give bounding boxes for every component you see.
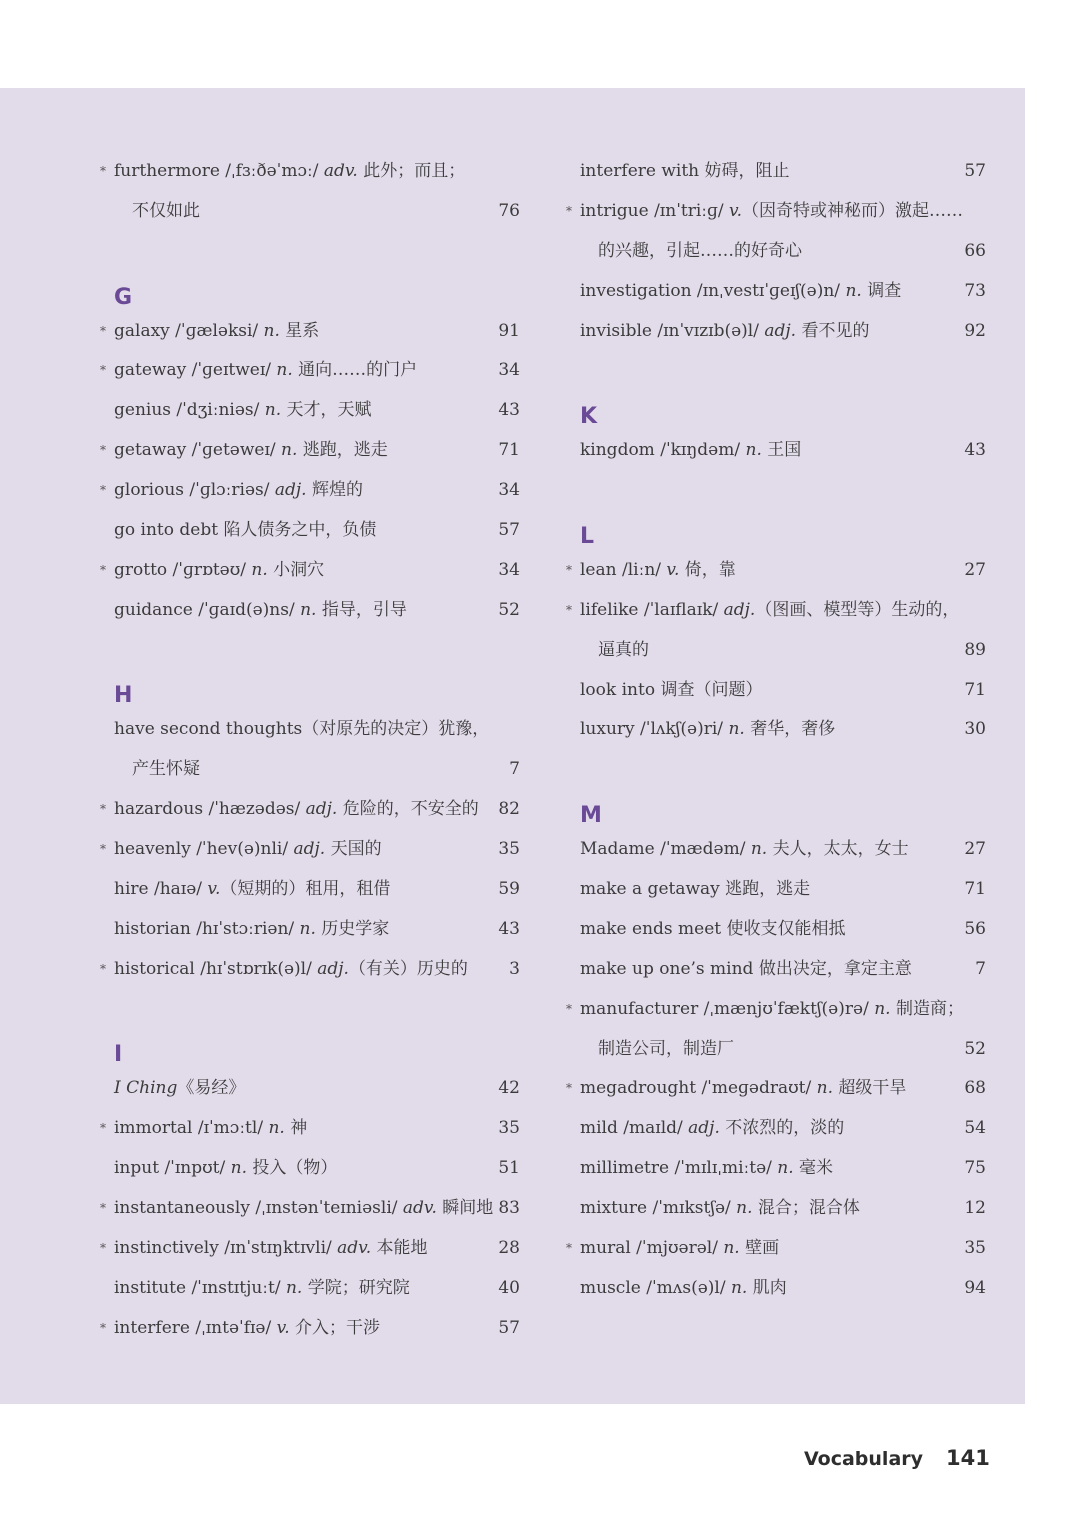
- entry-part-italic: n.: [736, 1198, 753, 1219]
- entry-part: make ends meet 使收支仅能相抵: [580, 918, 846, 939]
- vocab-entry: [100, 351, 520, 391]
- entry-text: [114, 710, 489, 750]
- section-spacer: [566, 750, 986, 790]
- page-ref: 3: [509, 958, 520, 979]
- vocab-entry: [566, 830, 986, 870]
- page-ref: 43: [498, 918, 520, 939]
- entry-part: 通向……的门户: [292, 360, 418, 381]
- page-ref: 43: [964, 440, 986, 461]
- vocab-entry: [566, 1109, 986, 1149]
- entry-part-italic: I Ching: [114, 1078, 178, 1099]
- vocab-entry: [566, 1149, 986, 1189]
- entry-text: [598, 631, 649, 671]
- entry-text: [598, 232, 802, 272]
- entry-part-italic: adj.: [293, 839, 326, 860]
- section-spacer: [100, 232, 520, 272]
- star-marker: *: [100, 323, 106, 338]
- entry-part: 投入（物）: [247, 1158, 338, 1179]
- entry-part: invisible /ɪnˈvɪzɪb(ə)l/: [580, 320, 765, 341]
- vocab-entry: [100, 910, 520, 950]
- entry-part-italic: n.: [281, 440, 298, 461]
- entry-part: lean /liːn/: [580, 559, 667, 580]
- vocab-entry: [100, 1229, 520, 1269]
- entry-text: [580, 1069, 906, 1109]
- entry-part: hire /haɪə/: [114, 879, 208, 900]
- star-marker: *: [100, 842, 106, 857]
- star-marker: *: [100, 1241, 106, 1256]
- entry-part-italic: v.: [729, 200, 742, 221]
- page-ref: 7: [509, 759, 520, 780]
- vocab-entry: [566, 710, 986, 750]
- entry-part-italic: n.: [750, 839, 768, 860]
- entry-part-italic: adj.: [723, 599, 756, 620]
- entry-part: 奢华，奢侈: [744, 719, 836, 740]
- entry-text: [580, 990, 964, 1030]
- page-ref: 35: [964, 1238, 986, 1259]
- entry-part: historical /hɪˈstɒrɪk(ə)l/: [114, 958, 318, 979]
- page-ref: 40: [498, 1277, 520, 1298]
- page-ref: 92: [964, 320, 986, 341]
- entry-part: galaxy /ˈɡæləksi/: [114, 320, 264, 341]
- entry-part-italic: v.: [666, 559, 680, 580]
- vocab-entry: [100, 551, 520, 591]
- entry-continuation: [566, 631, 986, 671]
- page-ref: 71: [498, 440, 520, 461]
- star-marker: *: [100, 1320, 106, 1335]
- entry-part: 毫米: [793, 1158, 834, 1179]
- vocab-entry: [566, 1069, 986, 1109]
- vocab-entry: [566, 551, 986, 591]
- entry-part-italic: n.: [745, 440, 762, 461]
- entry-text: [580, 950, 912, 990]
- entry-text: [114, 830, 382, 870]
- star-marker: *: [566, 562, 572, 577]
- vocab-entry: [566, 431, 986, 471]
- entry-part: 夫人，太太，女士: [767, 839, 909, 860]
- entry-part: have second thoughts（对原先的决定）犹豫，: [114, 719, 490, 740]
- entry-text: [580, 152, 790, 192]
- vocab-entry: [100, 870, 520, 910]
- entry-part: 逼真的: [598, 639, 649, 660]
- vocab-entry: [566, 910, 986, 950]
- entry-part: 制造公司，制造厂: [598, 1038, 734, 1059]
- entry-part-italic: n.: [230, 1158, 247, 1179]
- star-marker: *: [566, 203, 572, 218]
- vocab-entry: [100, 391, 520, 431]
- entry-part: 调查: [861, 280, 902, 301]
- entry-text: [114, 391, 372, 431]
- entry-part: 星系: [279, 320, 320, 341]
- entry-part: gateway /ˈɡeɪtweɪ/: [114, 360, 277, 381]
- entry-part: Madame /ˈmædəm/: [580, 839, 751, 860]
- entry-part: go into debt 陷人债务之中，负债: [114, 520, 377, 541]
- entry-part-italic: adv.: [337, 1238, 372, 1259]
- page-ref: 34: [498, 480, 520, 501]
- entry-part-italic: adj.: [305, 799, 338, 820]
- page-ref: 76: [498, 200, 520, 221]
- entry-text: [114, 910, 389, 950]
- star-marker: *: [566, 1081, 572, 1096]
- page-ref: 34: [498, 559, 520, 580]
- page-ref: 66: [964, 240, 986, 261]
- star-marker: *: [100, 164, 106, 178]
- entry-part: 不浓烈的，淡的: [719, 1118, 845, 1139]
- page-ref: 83: [498, 1198, 520, 1219]
- entry-part: 王国: [761, 440, 802, 461]
- entry-part-italic: n.: [777, 1158, 794, 1179]
- star-marker: *: [100, 802, 106, 817]
- vocab-entry: [100, 710, 520, 750]
- page-ref: 91: [498, 320, 520, 341]
- entry-part: 指导，引导: [316, 599, 407, 620]
- star-marker: *: [100, 562, 106, 577]
- section-letter-text: M: [580, 803, 602, 829]
- vocab-entry: [100, 1269, 520, 1309]
- page-ref: 73: [964, 280, 986, 301]
- section-letter: [566, 511, 986, 551]
- entry-part: muscle /ˈmʌs(ə)l/: [580, 1277, 731, 1298]
- entry-part: 危险的，不安全的: [337, 799, 479, 820]
- entry-part: 辉煌的: [306, 480, 363, 501]
- entry-text: [114, 1189, 493, 1229]
- vocab-entry: [100, 1189, 520, 1229]
- page-ref: 59: [498, 879, 520, 900]
- entry-part-italic: adj.: [317, 958, 349, 979]
- entry-part: genius /ˈdʒiːniəs/: [114, 400, 265, 421]
- section-letter-text: G: [114, 284, 133, 310]
- page-ref: 68: [964, 1078, 986, 1099]
- vocab-entry: [566, 312, 986, 352]
- entry-part: 肌肉: [747, 1277, 787, 1298]
- vocab-entry: [100, 431, 520, 471]
- entry-part: grotto /ˈɡrɒtəʊ/: [114, 559, 252, 580]
- entry-part: input /ˈɪnpʊt/: [114, 1158, 231, 1179]
- entry-text: [580, 272, 901, 312]
- entry-continuation: [566, 1030, 986, 1070]
- page-ref: 7: [975, 958, 986, 979]
- entry-part: mural /ˈmjʊərəl/: [580, 1238, 724, 1259]
- vocab-entry: [100, 1069, 520, 1109]
- vocab-entry: [100, 1149, 520, 1189]
- section-letter: [566, 790, 986, 830]
- entry-part-italic: n.: [251, 559, 268, 580]
- entry-part: 神: [284, 1118, 308, 1139]
- entry-part: investigation /ɪnˌvestɪˈɡeɪʃ(ə)n/: [580, 280, 846, 301]
- entry-part: glorious /ˈɡlɔːriəs/: [114, 480, 275, 501]
- page-ref: 51: [498, 1158, 520, 1179]
- vocab-entry: [566, 272, 986, 312]
- entry-continuation: [100, 192, 520, 232]
- page-ref: 57: [498, 1317, 520, 1338]
- entry-text: [114, 1109, 307, 1149]
- vocab-entry: [566, 870, 986, 910]
- vocab-entry: [100, 471, 520, 511]
- star-marker: *: [100, 1121, 106, 1136]
- entry-part: instinctively /ɪnˈstɪŋktɪvli/: [114, 1238, 338, 1259]
- entry-part: 看不见的: [796, 320, 870, 341]
- entry-part-italic: n.: [730, 1277, 748, 1298]
- entry-part: luxury /ˈlʌkʃ(ə)ri/: [580, 719, 729, 740]
- entry-part: 天国的: [325, 839, 382, 860]
- page-ref: 75: [964, 1158, 986, 1179]
- entry-part-italic: adj.: [688, 1118, 720, 1139]
- entry-part: 混合；混合体: [752, 1198, 860, 1219]
- page-ref: 43: [498, 400, 520, 421]
- entry-part: 产生怀疑: [132, 759, 200, 780]
- section-letter-text: K: [580, 404, 598, 430]
- entry-text: [114, 591, 407, 631]
- entry-text: [580, 1229, 779, 1269]
- vocab-entry: [100, 152, 520, 192]
- entry-part-italic: n.: [728, 719, 745, 740]
- entry-text: [114, 312, 319, 352]
- entry-part-italic: adv.: [402, 1198, 437, 1219]
- entry-part-italic: v.: [276, 1317, 290, 1338]
- page-ref: 71: [964, 879, 986, 900]
- entry-text: [580, 710, 835, 750]
- entry-part: 介入；干涉: [289, 1317, 381, 1338]
- page-ref: 28: [498, 1238, 520, 1259]
- vocab-entry: [100, 511, 520, 551]
- entry-part: interfere with 妨碍，阻止: [580, 161, 790, 181]
- vocab-entry: [566, 192, 986, 232]
- entry-part: make a getaway 逃跑，逃走: [580, 879, 811, 900]
- vocab-entry: [566, 950, 986, 990]
- page-ref: 71: [964, 679, 986, 700]
- entry-part-italic: n.: [300, 599, 317, 620]
- section-letter: [100, 671, 520, 711]
- page-ref: 89: [964, 639, 986, 660]
- section-spacer: [566, 471, 986, 511]
- section-letter: [100, 272, 520, 312]
- entry-text: [580, 192, 963, 232]
- entry-text: [114, 1149, 337, 1189]
- entry-part: interfere /ˌɪntəˈfɪə/: [114, 1317, 277, 1338]
- entry-part-italic: adv.: [323, 161, 358, 181]
- entry-part-italic: n.: [264, 400, 282, 421]
- entry-part-italic: n.: [268, 1118, 285, 1139]
- entry-part: 逃跑，逃走: [297, 440, 388, 461]
- entry-text: [580, 1149, 833, 1189]
- entry-part: （短期的）租用，租借: [220, 879, 391, 900]
- entry-continuation: [566, 232, 986, 272]
- entry-part-italic: n.: [723, 1238, 740, 1259]
- entry-part: immortal /ɪˈmɔːtl/: [114, 1118, 269, 1139]
- entry-part: megadrought /ˈmeɡədraʊt/: [580, 1078, 817, 1099]
- entry-part: furthermore /ˌfɜːðəˈmɔː/: [114, 161, 324, 181]
- vocab-entry: [566, 591, 986, 631]
- entry-part: 《易经》: [177, 1078, 246, 1099]
- vocab-entry: [566, 1229, 986, 1269]
- entry-part: （图画、模型等）生动的，: [755, 599, 960, 620]
- page-ref: 27: [964, 559, 986, 580]
- section-letter: [566, 391, 986, 431]
- entry-part-italic: adj.: [764, 320, 797, 341]
- entry-part: hazardous /ˈhæzədəs/: [114, 799, 306, 820]
- entry-part: 倚，靠: [679, 559, 736, 580]
- page-ref: 27: [964, 839, 986, 860]
- entry-part: 本能地: [371, 1238, 428, 1259]
- vocab-entry: [100, 830, 520, 870]
- page-ref: 57: [964, 161, 986, 181]
- entry-text: [114, 511, 376, 551]
- vocab-entry: [566, 1189, 986, 1229]
- vocabulary-column-right: [566, 152, 986, 1309]
- star-marker: *: [566, 1001, 572, 1016]
- entry-text: [580, 870, 810, 910]
- section-letter-text: I: [114, 1042, 123, 1068]
- section-letter-text: L: [580, 523, 595, 549]
- page-ref: 57: [498, 520, 520, 541]
- entry-part: （有关）历史的: [348, 958, 468, 979]
- entry-text: [114, 1269, 410, 1309]
- entry-part-italic: n.: [845, 280, 862, 301]
- entry-part: 小洞穴: [267, 559, 325, 580]
- entry-text: [580, 830, 909, 870]
- entry-text: [114, 1069, 245, 1109]
- entry-part: instantaneously /ˌɪnstənˈteɪniəsli/: [114, 1198, 403, 1219]
- entry-text: [580, 312, 869, 352]
- page-ref: 82: [498, 799, 520, 820]
- page-ref: 30: [964, 719, 986, 740]
- entry-text: [580, 551, 736, 591]
- section-spacer: [100, 631, 520, 671]
- entry-text: [580, 431, 801, 471]
- entry-part: lifelike /ˈlaɪflaɪk/: [580, 599, 724, 620]
- star-marker: *: [100, 363, 106, 378]
- entry-text: [114, 551, 324, 591]
- entry-part-italic: adj.: [274, 480, 307, 501]
- entry-part: kingdom /ˈkɪŋdəm/: [580, 440, 746, 461]
- page-ref: 42: [498, 1078, 520, 1099]
- entry-text: [580, 591, 959, 631]
- page-ref: 54: [964, 1118, 986, 1139]
- entry-text: [580, 1269, 787, 1309]
- vocab-entry: [100, 790, 520, 830]
- entry-part: （因奇特或神秘而）激起……: [742, 200, 963, 221]
- entry-part: intrigue /ɪnˈtriːɡ/: [580, 200, 729, 221]
- vocab-entry: [100, 312, 520, 352]
- entry-part: guidance /ˈɡaɪd(ə)ns/: [114, 599, 301, 620]
- entry-text: [114, 431, 388, 471]
- page-ref: 35: [498, 839, 520, 860]
- page-ref: 34: [498, 360, 520, 381]
- entry-text: [598, 1030, 734, 1070]
- entry-part: make up one’s mind 做出决定，拿定主意: [580, 958, 912, 979]
- section-spacer: [100, 990, 520, 1030]
- star-marker: *: [100, 961, 106, 976]
- star-marker: *: [566, 1241, 572, 1256]
- entry-part-italic: n.: [263, 320, 280, 341]
- vocab-entry: [100, 950, 520, 990]
- entry-part-italic: n.: [816, 1078, 833, 1099]
- star-marker: *: [100, 443, 106, 458]
- star-marker: *: [566, 602, 572, 617]
- vocab-entry: [566, 990, 986, 1030]
- entry-part: getaway /ˈɡetəweɪ/: [114, 440, 282, 461]
- section-spacer: [566, 351, 986, 391]
- entry-text: [114, 152, 465, 192]
- entry-text: [132, 192, 200, 232]
- entry-text: [580, 1189, 860, 1229]
- footer-section-label: Vocabulary: [804, 1448, 924, 1470]
- entry-text: [114, 351, 417, 391]
- entry-text: [580, 910, 846, 950]
- star-marker: *: [100, 1201, 106, 1216]
- entry-part: 超级干旱: [833, 1078, 907, 1099]
- footer-page-number: 141: [946, 1446, 990, 1470]
- entry-part: 瞬间地: [436, 1198, 494, 1219]
- vocab-entry: [100, 1109, 520, 1149]
- vocab-entry: [100, 1309, 520, 1349]
- entry-part: 天才，天赋: [281, 400, 372, 421]
- entry-part: manufacturer /ˌmænjʊˈfæktʃ(ə)rə/: [580, 998, 875, 1019]
- entry-part-italic: n.: [276, 360, 293, 381]
- entry-part: 此外；而且；: [357, 161, 466, 181]
- entry-part-italic: n.: [285, 1277, 303, 1298]
- entry-text: [114, 1229, 428, 1269]
- entry-part: mixture /ˈmɪkstʃə/: [580, 1198, 737, 1219]
- entry-text: [132, 750, 200, 790]
- vocab-entry: [566, 152, 986, 192]
- page-ref: 35: [498, 1118, 520, 1139]
- entry-part: heavenly /ˈhev(ə)nli/: [114, 839, 294, 860]
- entry-part: mild /maɪld/: [580, 1118, 689, 1139]
- entry-text: [114, 870, 390, 910]
- page-ref: 94: [964, 1277, 986, 1298]
- entry-text: [114, 471, 363, 511]
- entry-text: [580, 671, 762, 711]
- page-ref: 56: [964, 918, 986, 939]
- entry-text: [114, 790, 479, 830]
- entry-part-italic: n.: [874, 998, 891, 1019]
- entry-part: 壁画: [739, 1238, 780, 1259]
- entry-part: 的兴趣，引起……的好奇心: [598, 240, 802, 261]
- entry-part: millimetre /ˈmɪlɪˌmiːtə/: [580, 1158, 778, 1179]
- section-letter: [100, 1030, 520, 1070]
- entry-part: look into 调查（问题）: [580, 679, 763, 700]
- entry-part: 制造商；: [890, 998, 964, 1019]
- section-letter-text: H: [114, 683, 133, 709]
- vocab-entry: [566, 1269, 986, 1309]
- entry-part-italic: n.: [299, 918, 316, 939]
- page-ref: 52: [964, 1038, 986, 1059]
- star-marker: *: [100, 483, 106, 498]
- entry-part: institute /ˈɪnstɪtjuːt/: [114, 1277, 286, 1298]
- entry-text: [580, 1109, 844, 1149]
- entry-text: [114, 950, 468, 990]
- entry-part: 历史学家: [315, 918, 390, 939]
- page-ref: 52: [498, 599, 520, 620]
- entry-text: [114, 1309, 380, 1349]
- vocabulary-column-left: [100, 152, 520, 1349]
- vocab-entry: [566, 671, 986, 711]
- entry-part: historian /hɪˈstɔːriən/: [114, 918, 300, 939]
- vocab-entry: [100, 591, 520, 631]
- entry-part: 不仅如此: [132, 200, 200, 221]
- entry-part-italic: v.: [207, 879, 221, 900]
- entry-continuation: [100, 750, 520, 790]
- entry-part: 学院；研究院: [302, 1277, 410, 1298]
- page-ref: 12: [964, 1198, 986, 1219]
